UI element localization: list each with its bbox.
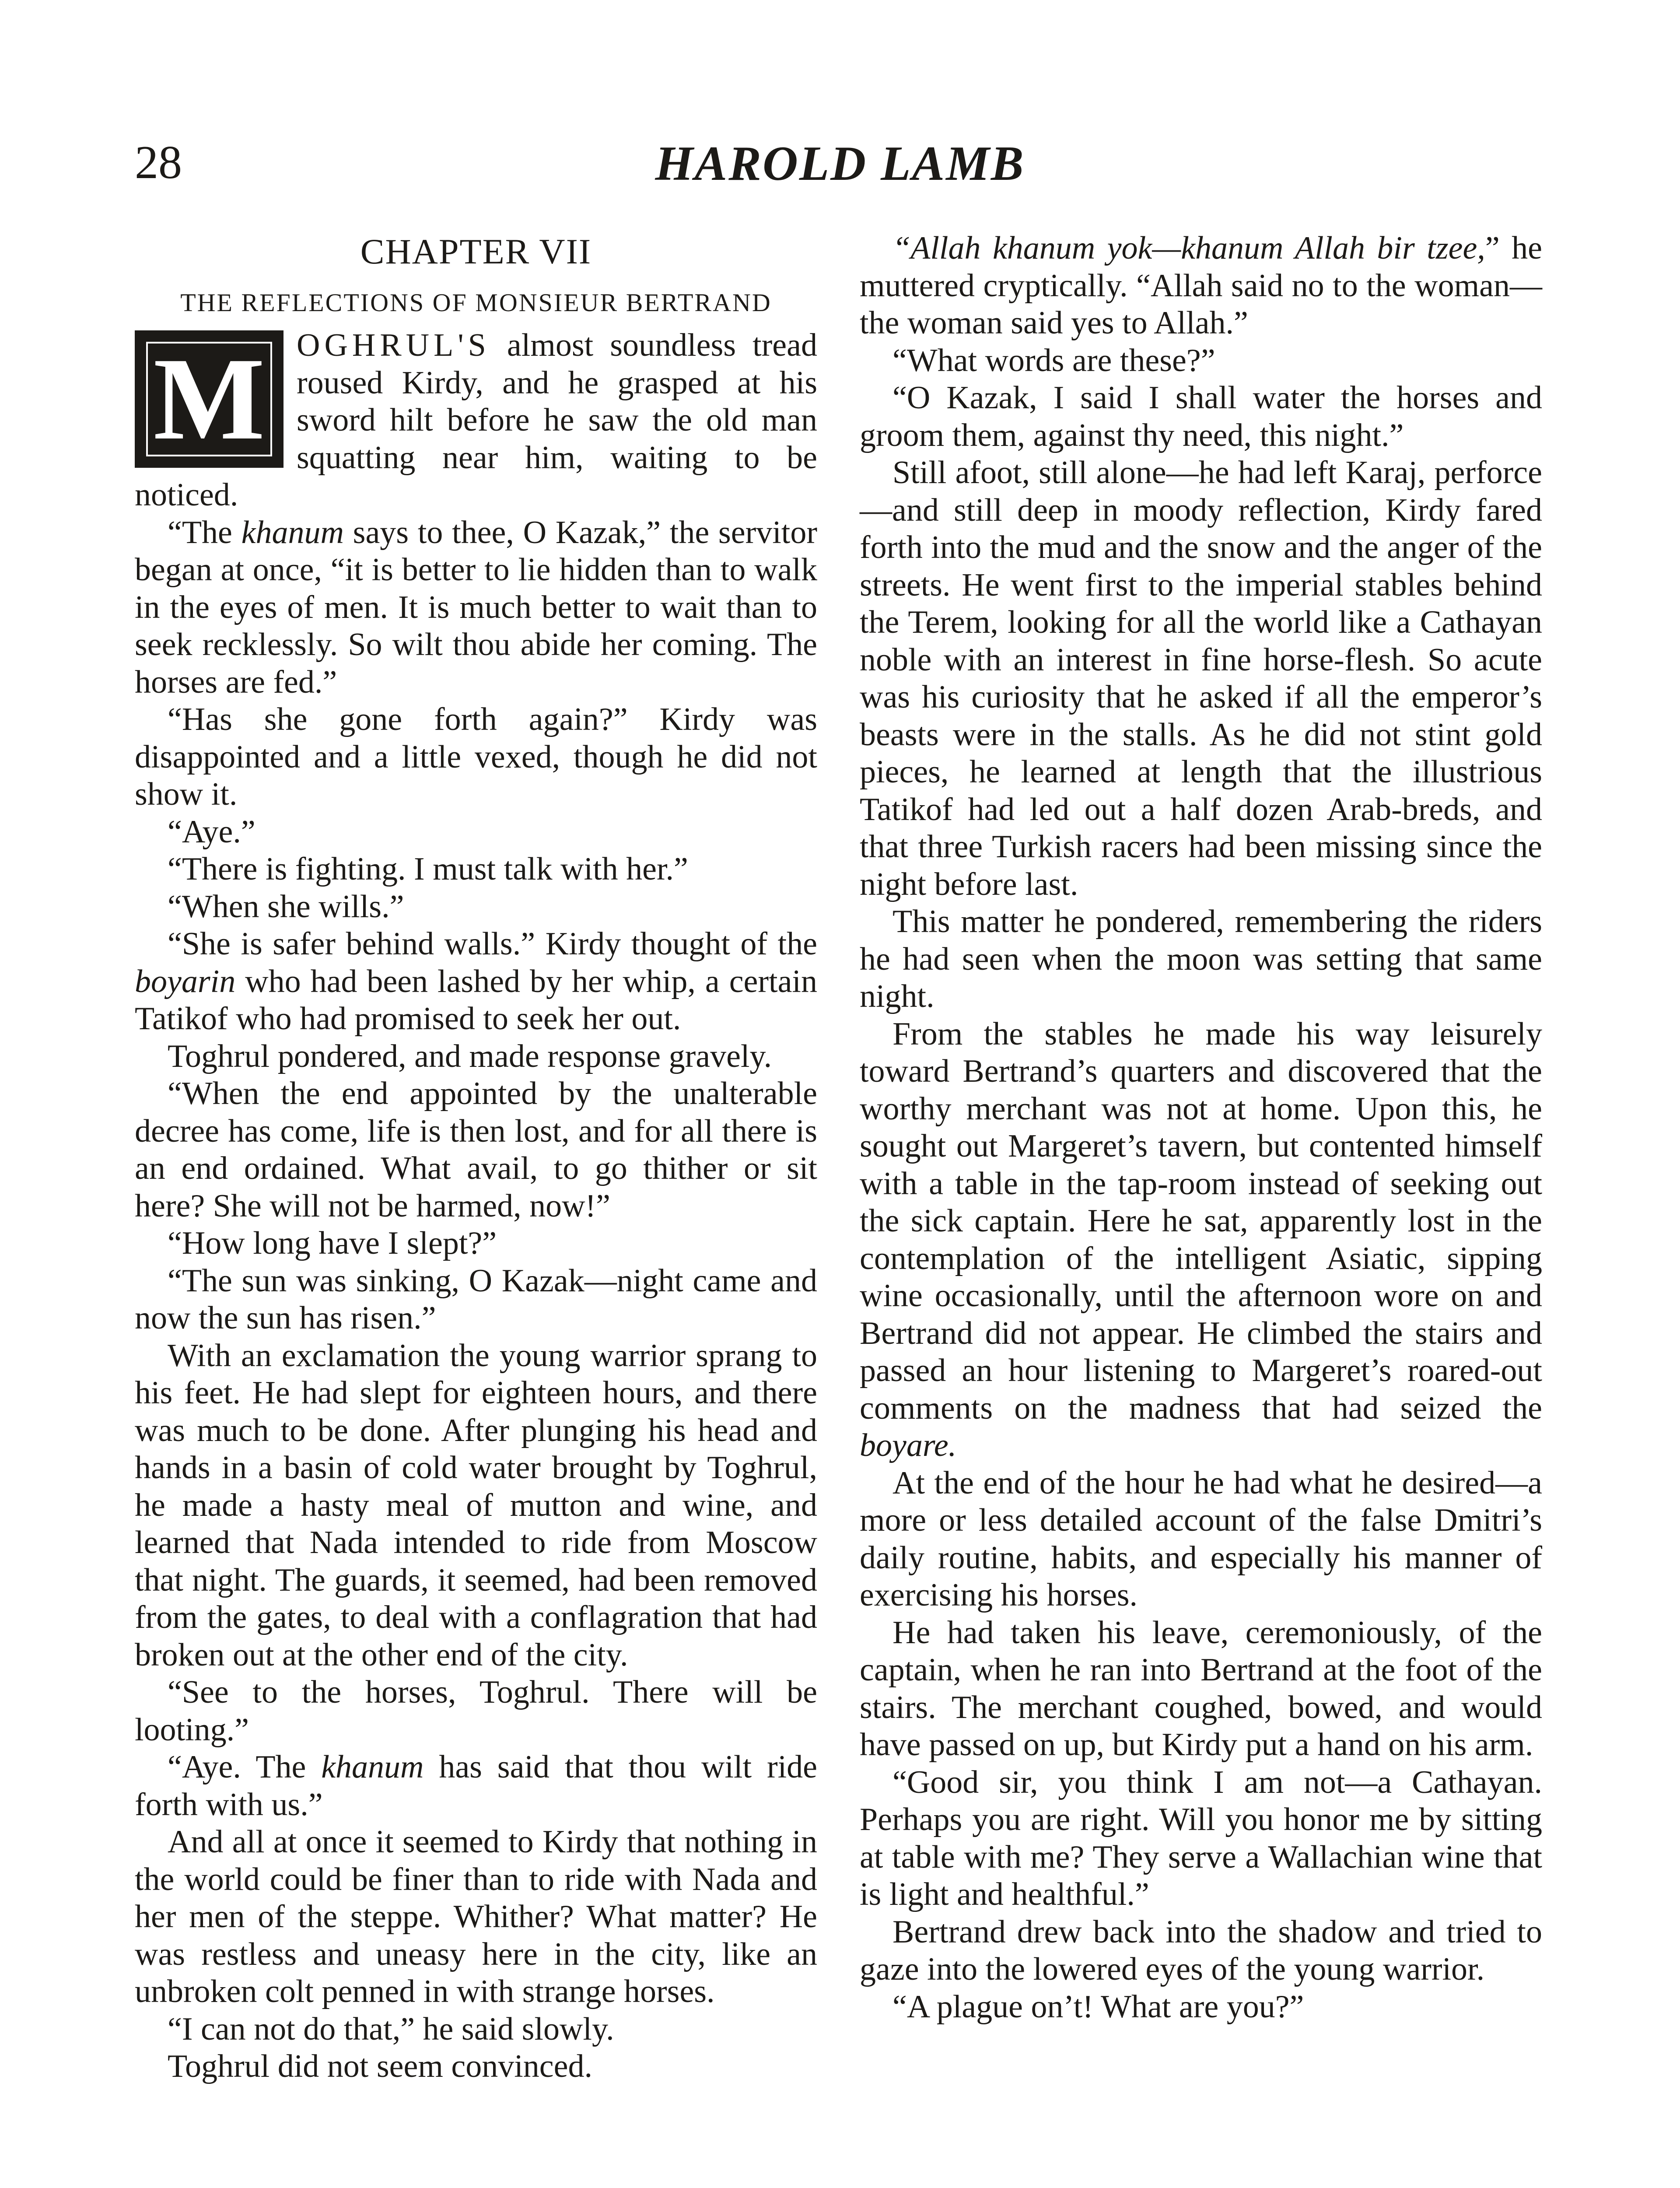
paragraph: “When the end appointed by the unalterable decree has come, life is then lost, and for all there is an end ordained. What avail, to go thither or sit here? She will not be harmed, now!” <box>135 1076 817 1224</box>
paragraph: He had taken his leave, ceremoniously, of the captain, when he ran into Bertrand at the foot of the stairs. The merchant coughed, bowed, and would have passed on up, but Kirdy put a hand on his arm. <box>860 1614 1542 1763</box>
paragraph: “When she wills.” <box>168 888 404 925</box>
paragraph: And all at once it seemed to Kirdy that nothing in the world could be finer than to ride with Nada and her men of the steppe. Whither? What matter? He was restless and uneasy here in the city, like an unbroken colt penned in with strange horses. <box>135 1824 817 2009</box>
text-run: who had been lashed by her whip, a certain Tatikof who had promised to seek her out. <box>135 963 817 1037</box>
italic-term: boyarin <box>135 963 236 999</box>
left-column <box>135 230 817 2086</box>
paragraph: “There is fighting. I must talk with her.” <box>168 851 688 887</box>
text-run: “She is safer behind walls.” Kirdy thought of the <box>168 926 817 962</box>
drop-cap-ornament <box>146 333 272 464</box>
opening-text: almost soundless tread roused Kirdy, and he grasped at his sword hilt before he saw the old man squatting near him, waiting to be noticed. <box>135 327 817 513</box>
paragraph: “Good sir, you think I am not—a Cathayan. Perhaps you are right. Will you honor me by sitting at table with me? They serve a Wallachian wine that is light and healthful.” <box>860 1764 1542 1912</box>
italic-term: khanum <box>321 1749 424 1785</box>
text-run: “The <box>168 514 242 551</box>
paragraph <box>135 926 817 1038</box>
drop-cap-initial <box>135 330 284 468</box>
paragraph: “Has she gone forth again?” Kirdy was disappointed and a little vexed, though he did not show it. <box>135 701 817 812</box>
paragraph: With an exclamation the young warrior sprang to his feet. He had slept for eighteen hours, and there was much to be done. After plunging his head and hands in a basin of cold water brought by Toghrul, he made a hasty meal of mutton and wine, and learned that Nada intended to ride from Moscow that night. The guards, it seemed, had been removed from the gates, to deal with a conflagration that had broken out at the other end of the city. <box>135 1337 817 1673</box>
paragraph: “See to the horses, Toghrul. There will be looting.” <box>135 1674 817 1748</box>
italic-phrase: “Allah khanum yok—khanum Allah bir tzee, <box>892 230 1485 266</box>
paragraph <box>860 1016 1542 1465</box>
paragraph: Still afoot, still alone—he had left Karaj, perforce—and still deep in moody reflection, Kirdy fared forth into the mud and the snow and the anger of the streets. He went first to the imperial stables behind the Terem, looking for all the world like a Cathayan noble with an interest in fine horse-flesh. So acute was his curiosity that he asked if all the emperor’s beasts were in the stalls. As he did not stint gold pieces, he learned at length that the illustrious Tatikof had led out a half dozen Arab-breds, and that three Turkish racers had been missing since the night before last. <box>860 455 1542 902</box>
paragraph: “O Kazak, I said I shall water the horses and groom them, against thy need, this night.” <box>860 380 1542 453</box>
drop-cap-letter: M <box>153 333 265 464</box>
paragraph: At the end of the hour he had what he desired—a more or less detailed account of the false Dmitri’s daily routine, habits, and especially his manner of exercising his horses. <box>860 1465 1542 1613</box>
running-title: HAROLD LAMB <box>655 137 1025 191</box>
italic-term: boyare. <box>860 1427 957 1463</box>
chapter-subtitle: THE REFLECTIONS OF MONSIEUR BERTRAND <box>180 288 772 317</box>
opening-paragraph <box>135 327 817 514</box>
paragraph: Toghrul pondered, and made response gravely. <box>168 1038 772 1074</box>
paragraph: “A plague on’t! What are you?” <box>892 1988 1304 2025</box>
paragraph: This matter he pondered, remembering the riders he had seen when the moon was setting that same night. <box>860 904 1542 1014</box>
text-run: says to thee, O Kazak,” the servitor began at once, “it is better to lie hidden than to walk in the eyes of men. It is much better to wait than to seek recklessly. So wilt thou abide her coming. The horses are fed.” <box>135 514 817 700</box>
opening-lead-word: OGHRUL'S <box>297 327 490 363</box>
text-run: From the stables he made his way leisurely toward Bertrand’s quarters and discovered that the worthy merchant was not at home. Upon this, he sought out Margeret’s tavern, but contented himself with a table in the tap-room instead of seeking out the sick captain. Here he sat, apparently lost in the contemplation of the intelligent Asiatic, sipping wine occasionally, until the afternoon wore on and Bertrand did not appear. He climbed the stairs and passed an hour listening to Margeret’s roared-out comments on the madness that had seized the <box>860 1016 1542 1426</box>
page-number: 28 <box>135 137 182 189</box>
text-run: ” he muttered cryptically. “Allah said no to the woman—the woman said yes to Allah.” <box>860 230 1542 341</box>
paragraph: “How long have I slept?” <box>168 1225 497 1261</box>
paragraph <box>135 514 817 701</box>
paragraph: Toghrul did not seem convinced. <box>168 2048 592 2084</box>
paragraph: “I can not do that,” he said slowly. <box>168 2011 614 2047</box>
paragraph <box>860 230 1542 342</box>
chapter-title: CHAPTER VII <box>360 231 592 271</box>
paragraph: “What words are these?” <box>892 342 1215 379</box>
text-run: “Aye. The <box>168 1749 322 1785</box>
paragraph: Bertrand drew back into the shadow and tried to gaze into the lowered eyes of the young warrior. <box>860 1914 1542 1987</box>
text-run: has said that thou wilt ride forth with us.” <box>135 1749 817 1823</box>
paragraph <box>135 1749 817 1823</box>
italic-term: khanum <box>241 514 344 551</box>
paragraph: “The sun was sinking, O Kazak—night came and now the sun has risen.” <box>135 1262 817 1336</box>
right-column <box>860 230 1542 2026</box>
paragraph: “Aye.” <box>168 813 256 850</box>
